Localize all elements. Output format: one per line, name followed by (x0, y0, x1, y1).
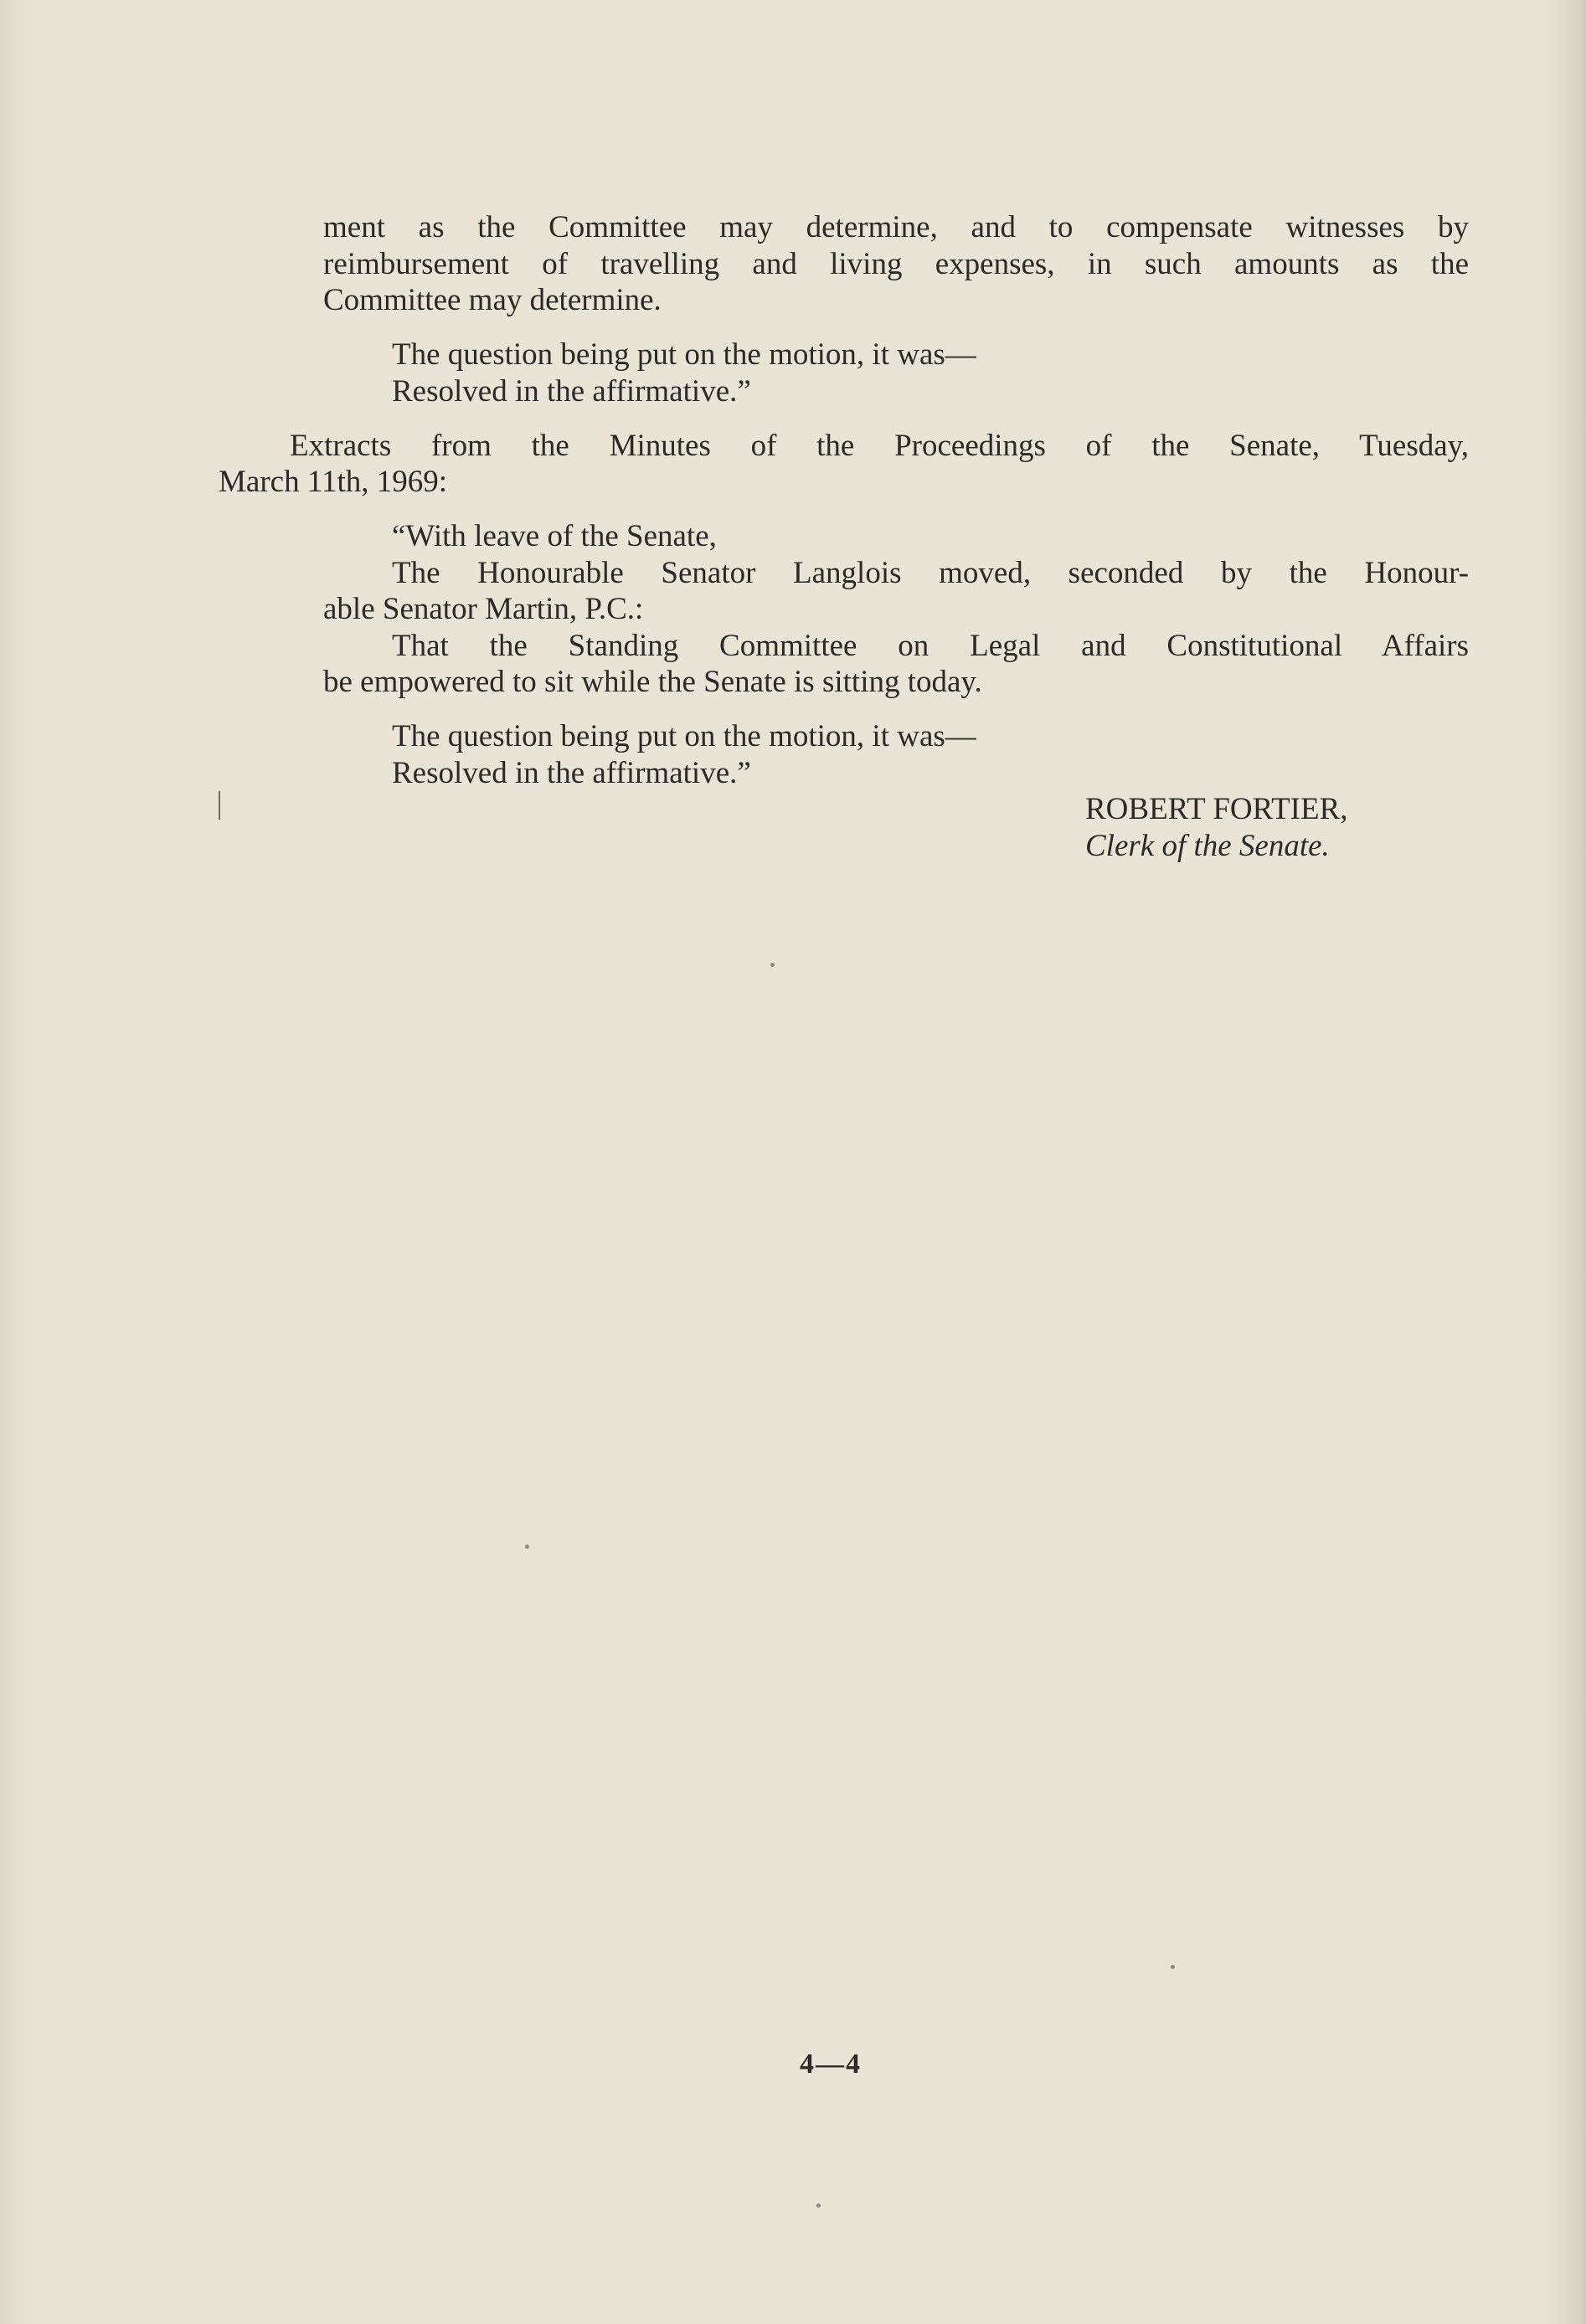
paragraph-1-line-3: Committee may determine. (323, 283, 662, 317)
paper-speck (1171, 1965, 1175, 1969)
paragraph-1-line-2: reimbursement of travelling and living expenses, in such amounts as the (323, 247, 1469, 281)
margin-mark (219, 791, 220, 820)
paragraph-1-line-1: ment as the Committee may determine, and to compensate witnesses by (323, 210, 1469, 244)
paper-speck (525, 1545, 529, 1549)
paper-speck (816, 2203, 821, 2208)
signature-title: Clerk of the Senate. (1085, 829, 1330, 863)
motion-moved-line-1: The Honourable Senator Langlois moved, seconded by the Honour- (392, 556, 1469, 590)
motion-that-line-1: That the Standing Committee on Legal and Constitutional Affairs (392, 629, 1469, 663)
extract-intro-line-1: Extracts from the Minutes of the Proceedings of the Senate, Tuesday, (290, 429, 1469, 463)
result-2-line-1: The question being put on the motion, it was— (392, 719, 976, 753)
result-1-line-2: Resolved in the affirmative.” (392, 374, 751, 409)
extract-intro-line-2: March 11th, 1969: (219, 465, 448, 499)
signature-name: ROBERT FORTIER, (1085, 792, 1348, 826)
motion-leave: “With leave of the Senate, (392, 519, 717, 553)
motion-moved-line-2: able Senator Martin, P.C.: (323, 592, 644, 626)
result-1-line-1: The question being put on the motion, it was— (392, 337, 976, 372)
page-number: 4—4 (800, 2049, 862, 2080)
result-2-line-2: Resolved in the affirmative.” (392, 756, 751, 790)
paper-speck (770, 963, 775, 967)
motion-that-line-2: be empowered to sit while the Senate is sitting today. (323, 665, 982, 699)
